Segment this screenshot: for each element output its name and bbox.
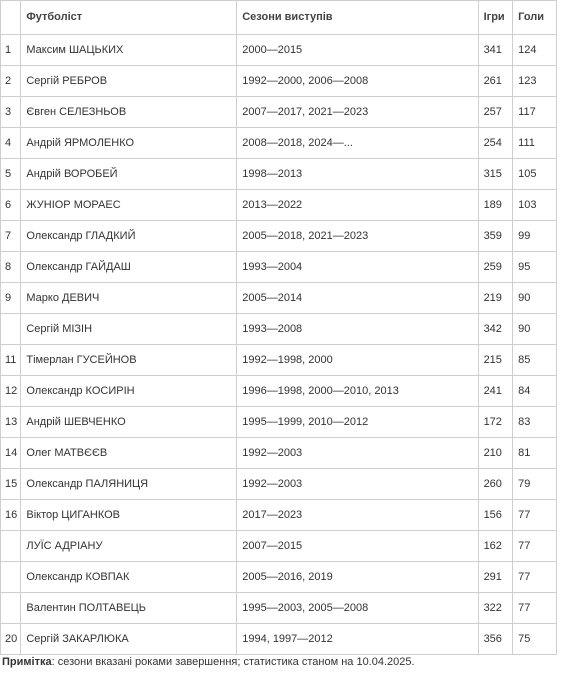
cell-seasons: 2017—2023 xyxy=(237,500,478,531)
cell-goals: 103 xyxy=(513,190,557,221)
note-label: Примітка xyxy=(2,656,52,668)
cell-games: 356 xyxy=(478,624,513,655)
cell-games: 261 xyxy=(478,66,513,97)
cell-games: 162 xyxy=(478,531,513,562)
cell-games: 156 xyxy=(478,500,513,531)
cell-goals: 79 xyxy=(513,469,557,500)
cell-player: Тімерлан ГУСЕЙНОВ xyxy=(21,345,237,376)
cell-rank: 9 xyxy=(1,283,21,314)
cell-player: Олександр ПАЛЯНИЦЯ xyxy=(21,469,237,500)
cell-goals: 117 xyxy=(513,97,557,128)
cell-goals: 105 xyxy=(513,159,557,190)
cell-goals: 95 xyxy=(513,252,557,283)
header-rank xyxy=(1,1,21,35)
cell-player: ЛУЇС АДРІАНУ xyxy=(21,531,237,562)
table-row xyxy=(1,190,557,221)
cell-player: Андрій ШЕВЧЕНКО xyxy=(21,407,237,438)
cell-rank: 11 xyxy=(1,345,21,376)
cell-games: 322 xyxy=(478,593,513,624)
table-row xyxy=(1,469,557,500)
cell-games: 210 xyxy=(478,438,513,469)
cell-player: Олег МАТВЄЄВ xyxy=(21,438,237,469)
cell-player: Євген СЕЛЕЗНЬОВ xyxy=(21,97,237,128)
cell-player: Андрій ЯРМОЛЕНКО xyxy=(21,128,237,159)
header-seasons: Сезони виступів xyxy=(237,1,478,35)
cell-goals: 77 xyxy=(513,531,557,562)
cell-goals: 81 xyxy=(513,438,557,469)
table-row xyxy=(1,531,557,562)
cell-player: Віктор ЦИГАНКОВ xyxy=(21,500,237,531)
cell-seasons: 1992—2003 xyxy=(237,438,478,469)
cell-player: Валентин ПОЛТАВЕЦЬ xyxy=(21,593,237,624)
header-games: Ігри xyxy=(478,1,513,35)
table-row xyxy=(1,35,557,66)
cell-rank: 5 xyxy=(1,159,21,190)
table-note xyxy=(2,656,415,668)
table-row xyxy=(1,128,557,159)
cell-rank: 1 xyxy=(1,35,21,66)
cell-goals: 124 xyxy=(513,35,557,66)
cell-seasons: 1992—2000, 2006—2008 xyxy=(237,66,478,97)
cell-seasons: 1993—2008 xyxy=(237,314,478,345)
table-row xyxy=(1,252,557,283)
cell-games: 219 xyxy=(478,283,513,314)
cell-rank: 7 xyxy=(1,221,21,252)
cell-goals: 90 xyxy=(513,314,557,345)
cell-seasons: 2013—2022 xyxy=(237,190,478,221)
cell-player: Сергій РЕБРОВ xyxy=(21,66,237,97)
table-body xyxy=(1,35,557,655)
cell-games: 241 xyxy=(478,376,513,407)
cell-goals: 77 xyxy=(513,593,557,624)
cell-player: Олександр ГЛАДКИЙ xyxy=(21,221,237,252)
cell-seasons: 2005—2018, 2021—2023 xyxy=(237,221,478,252)
cell-rank: 20 xyxy=(1,624,21,655)
cell-games: 257 xyxy=(478,97,513,128)
cell-goals: 75 xyxy=(513,624,557,655)
table-row xyxy=(1,283,557,314)
header-player: Футболіст xyxy=(21,1,237,35)
cell-games: 189 xyxy=(478,190,513,221)
cell-games: 291 xyxy=(478,562,513,593)
cell-player: Сергій ЗАКАРЛЮКА xyxy=(21,624,237,655)
cell-seasons: 2005—2016, 2019 xyxy=(237,562,478,593)
cell-seasons: 2007—2017, 2021—2023 xyxy=(237,97,478,128)
cell-games: 259 xyxy=(478,252,513,283)
cell-player: Олександр КОВПАК xyxy=(21,562,237,593)
table-row xyxy=(1,221,557,252)
table-row xyxy=(1,376,557,407)
cell-rank: 4 xyxy=(1,128,21,159)
cell-rank: 15 xyxy=(1,469,21,500)
table-row xyxy=(1,500,557,531)
cell-rank: 3 xyxy=(1,97,21,128)
cell-player: Олександр КОСИРІН xyxy=(21,376,237,407)
cell-rank: 16 xyxy=(1,500,21,531)
cell-rank xyxy=(1,314,21,345)
table-row xyxy=(1,562,557,593)
cell-goals: 85 xyxy=(513,345,557,376)
cell-rank: 2 xyxy=(1,66,21,97)
cell-games: 172 xyxy=(478,407,513,438)
cell-rank: 12 xyxy=(1,376,21,407)
cell-seasons: 1995—1999, 2010—2012 xyxy=(237,407,478,438)
cell-seasons: 1995—2003, 2005—2008 xyxy=(237,593,478,624)
cell-rank: 6 xyxy=(1,190,21,221)
cell-games: 359 xyxy=(478,221,513,252)
cell-player: Андрій ВОРОБЕЙ xyxy=(21,159,237,190)
table-row xyxy=(1,438,557,469)
cell-goals: 84 xyxy=(513,376,557,407)
cell-games: 260 xyxy=(478,469,513,500)
table-row xyxy=(1,314,557,345)
cell-seasons: 2005—2014 xyxy=(237,283,478,314)
cell-games: 342 xyxy=(478,314,513,345)
table-row xyxy=(1,593,557,624)
table-row xyxy=(1,66,557,97)
cell-rank: 14 xyxy=(1,438,21,469)
cell-player: Олександр ГАЙДАШ xyxy=(21,252,237,283)
cell-rank: 8 xyxy=(1,252,21,283)
cell-seasons: 2008—2018, 2024—... xyxy=(237,128,478,159)
cell-seasons: 1992—2003 xyxy=(237,469,478,500)
cell-player: Марко ДЕВИЧ xyxy=(21,283,237,314)
cell-seasons: 2000—2015 xyxy=(237,35,478,66)
cell-goals: 111 xyxy=(513,128,557,159)
cell-seasons: 1993—2004 xyxy=(237,252,478,283)
note-text: : сезони вказані роками завершення; статистика станом на 10.04.2025. xyxy=(51,656,415,668)
header-goals: Голи xyxy=(513,1,557,35)
table-row xyxy=(1,624,557,655)
cell-games: 215 xyxy=(478,345,513,376)
cell-seasons: 1998—2013 xyxy=(237,159,478,190)
cell-player: Максим ШАЦЬКИХ xyxy=(21,35,237,66)
cell-seasons: 1996—1998, 2000—2010, 2013 xyxy=(237,376,478,407)
cell-games: 254 xyxy=(478,128,513,159)
cell-player: Сергій МІЗІН xyxy=(21,314,237,345)
cell-seasons: 2007—2015 xyxy=(237,531,478,562)
cell-goals: 123 xyxy=(513,66,557,97)
table-row xyxy=(1,159,557,190)
table-header-row xyxy=(1,1,557,35)
cell-player: ЖУНІОР МОРАЕС xyxy=(21,190,237,221)
cell-rank xyxy=(1,562,21,593)
cell-rank xyxy=(1,531,21,562)
cell-rank xyxy=(1,593,21,624)
cell-goals: 90 xyxy=(513,283,557,314)
cell-games: 315 xyxy=(478,159,513,190)
cell-rank: 13 xyxy=(1,407,21,438)
cell-goals: 83 xyxy=(513,407,557,438)
table-row xyxy=(1,345,557,376)
cell-seasons: 1992—1998, 2000 xyxy=(237,345,478,376)
table-row xyxy=(1,407,557,438)
cell-goals: 77 xyxy=(513,500,557,531)
cell-goals: 99 xyxy=(513,221,557,252)
cell-seasons: 1994, 1997—2012 xyxy=(237,624,478,655)
cell-goals: 77 xyxy=(513,562,557,593)
cell-games: 341 xyxy=(478,35,513,66)
table-row xyxy=(1,97,557,128)
